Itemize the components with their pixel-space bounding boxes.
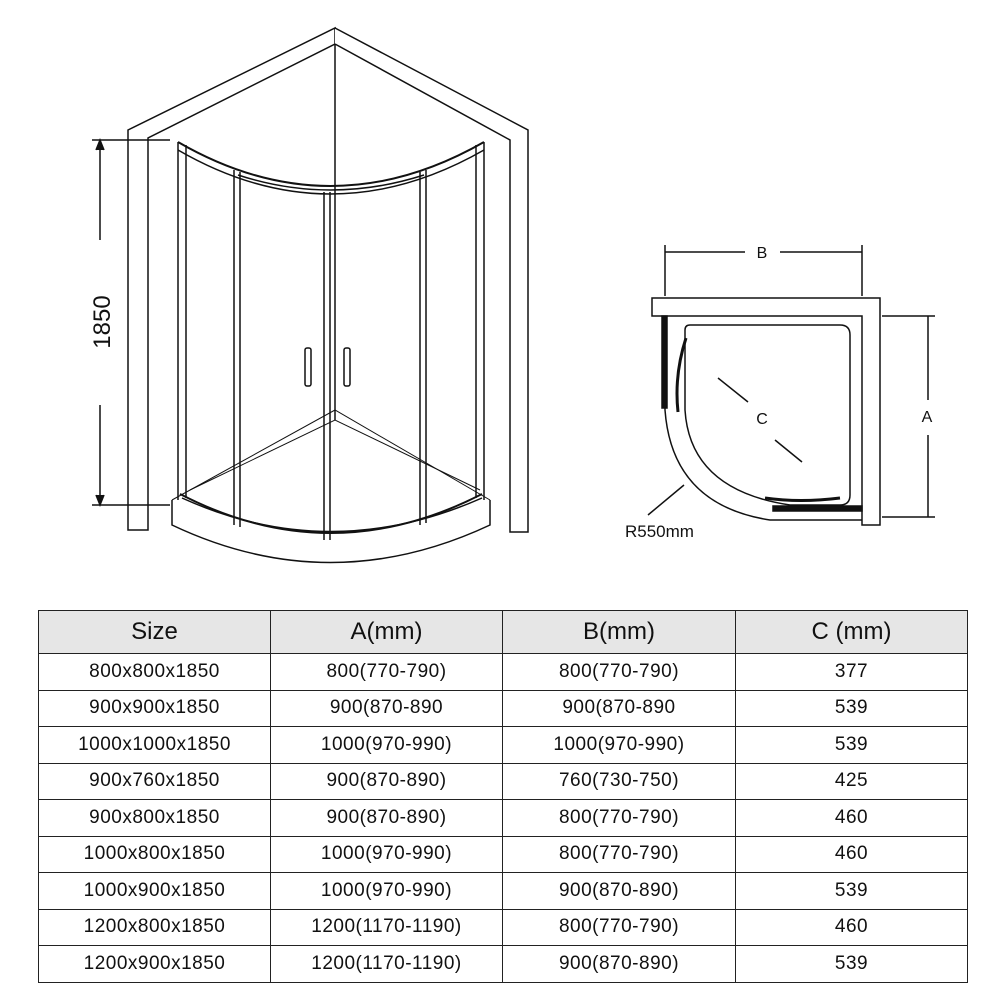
table-row — [39, 946, 968, 983]
header-size: Size — [39, 611, 271, 654]
table-row — [39, 836, 968, 873]
header-b: B(mm) — [503, 611, 736, 654]
cell-b: 800(770-790) — [503, 836, 736, 873]
header-a: A(mm) — [271, 611, 503, 654]
radius-label: R550mm — [625, 522, 694, 541]
table-row — [39, 690, 968, 727]
dim-b-label: B — [756, 245, 768, 262]
cell-b: 800(770-790) — [503, 654, 736, 691]
cell-b: 800(770-790) — [503, 800, 736, 837]
cell-size: 1000x1000x1850 — [39, 727, 271, 764]
wall-right — [335, 28, 528, 532]
size-table — [38, 610, 968, 983]
cell-c: 539 — [736, 727, 968, 764]
cell-size: 1200x900x1850 — [39, 946, 271, 983]
header-c: C (mm) — [736, 611, 968, 654]
cell-b: 1000(970-990) — [503, 727, 736, 764]
wall-left — [128, 28, 335, 530]
table-row — [39, 800, 968, 837]
cell-a: 1200(1170-1190) — [271, 946, 503, 983]
cell-c: 539 — [736, 946, 968, 983]
cell-size: 900x800x1850 — [39, 800, 271, 837]
cell-a: 800(770-790) — [271, 654, 503, 691]
cell-size: 900x900x1850 — [39, 690, 271, 727]
cell-b: 900(870-890 — [503, 690, 736, 727]
plan-view — [648, 245, 935, 525]
cell-a: 1200(1170-1190) — [271, 909, 503, 946]
table-row — [39, 654, 968, 691]
cell-size: 800x800x1850 — [39, 654, 271, 691]
cell-size: 1000x900x1850 — [39, 873, 271, 910]
table-row — [39, 873, 968, 910]
cell-c: 460 — [736, 836, 968, 873]
bottom-rail — [180, 494, 482, 533]
cell-b: 900(870-890) — [503, 946, 736, 983]
enclosure-perspective — [92, 28, 528, 563]
cell-a: 900(870-890 — [271, 690, 503, 727]
dim-c-label: C — [756, 411, 768, 428]
door-handle-right — [344, 348, 350, 386]
cell-c: 539 — [736, 873, 968, 910]
cell-size: 1200x800x1850 — [39, 909, 271, 946]
cell-a: 900(870-890) — [271, 763, 503, 800]
cell-c: 539 — [736, 690, 968, 727]
top-rail — [178, 142, 484, 186]
table-row — [39, 909, 968, 946]
cell-c: 460 — [736, 909, 968, 946]
height-label: 1850 — [89, 295, 116, 349]
cell-size: 900x760x1850 — [39, 763, 271, 800]
cell-a: 1000(970-990) — [271, 727, 503, 764]
cell-c: 377 — [736, 654, 968, 691]
cell-a: 1000(970-990) — [271, 873, 503, 910]
cell-b: 800(770-790) — [503, 909, 736, 946]
dim-a-label: A — [921, 409, 933, 426]
table-row — [39, 763, 968, 800]
cell-b: 900(870-890) — [503, 873, 736, 910]
table-row — [39, 727, 968, 764]
cell-c: 460 — [736, 800, 968, 837]
table-header-row — [39, 611, 968, 654]
cell-a: 900(870-890) — [271, 800, 503, 837]
cell-a: 1000(970-990) — [271, 836, 503, 873]
cell-b: 760(730-750) — [503, 763, 736, 800]
cell-c: 425 — [736, 763, 968, 800]
door-handle-left — [305, 348, 311, 386]
cell-size: 1000x800x1850 — [39, 836, 271, 873]
